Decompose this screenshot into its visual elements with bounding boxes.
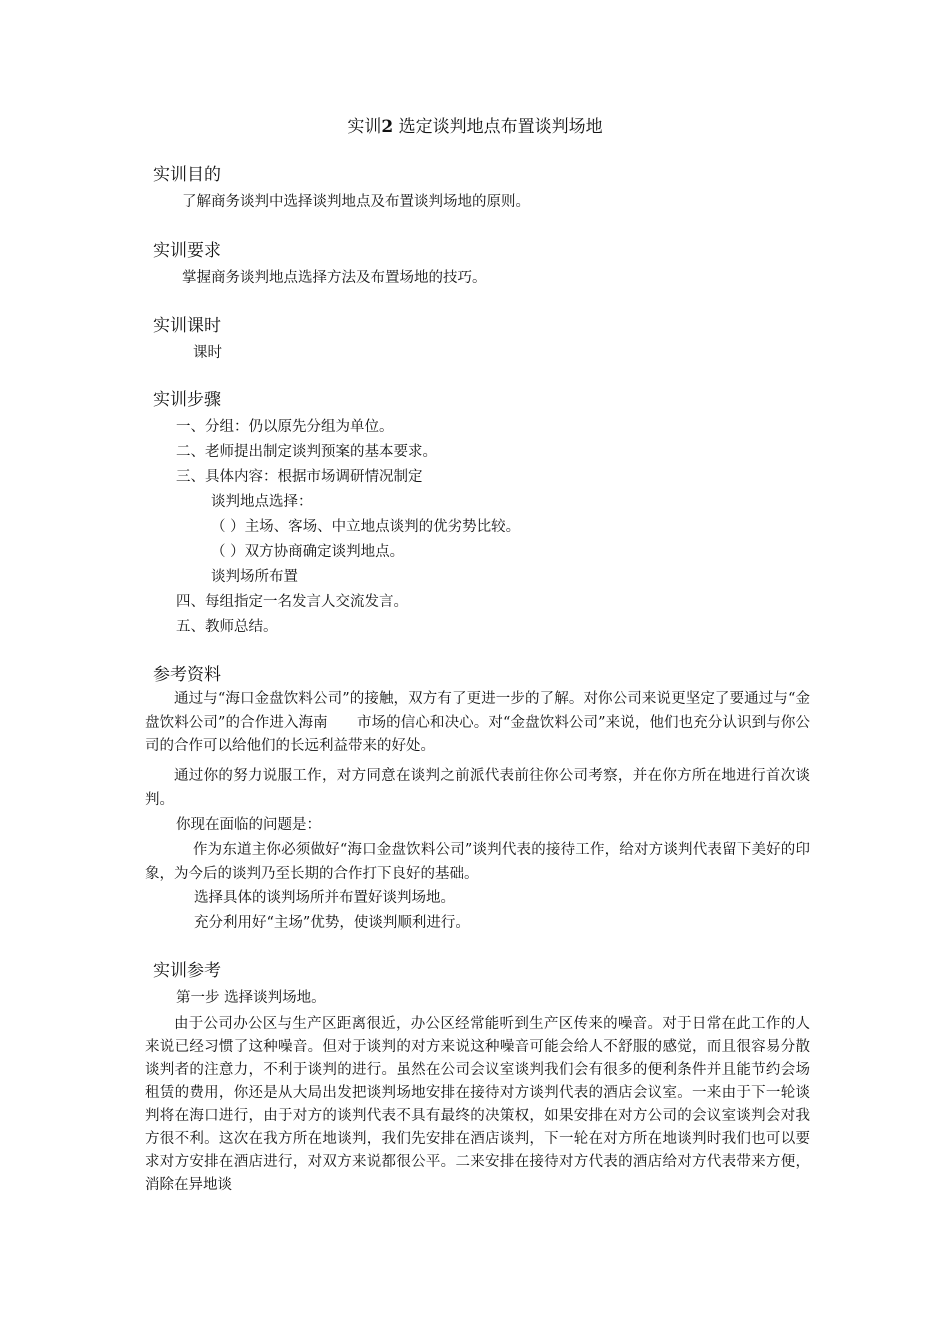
reference-paragraph-3: 你现在面临的问题是： bbox=[176, 817, 321, 833]
step-subitem: 谈判地点选择： bbox=[211, 494, 313, 510]
heading-reference: 参考资料 bbox=[153, 665, 221, 685]
step-item: 四、每组指定一名发言人交流发言。 bbox=[176, 594, 408, 610]
step-subitem: 谈判场所布置 bbox=[211, 569, 298, 585]
practice-paragraph-1: 由于公司办公区与生产区距离很近，办公区经常能听到生产区传来的噪音。对于日常在此工作的人来说已经习惯了这种噪音。但对于谈判的对方来说这种噪音可能会给人不舒服的感觉，而且很容易分散谈判者的注意力，不利于谈判的进行。虽然在公司会议室谈判我们会有很多的便利条件并且能节约会场租赁的费用，你还是从大局出发把谈判场地安排在接待对方谈判代表的酒店会议室。一来由于下一轮谈判将在海口进行，由于对方的谈判代表不具有最终的决策权，如果安排在对方公司的会议室谈判会对我方很不利。这次在我方所在地谈判，我们先安排在酒店谈判，下一轮在对方所在地谈判时我们也可以要求对方安排在酒店进行，对双方来说都很公平。二来安排在接待对方代表的酒店给对方代表带来方便，消除在异地谈 bbox=[145, 1016, 810, 1193]
title-number: 2 bbox=[381, 117, 394, 137]
practice-step-1: 第一步 选择谈判场地。 bbox=[176, 990, 326, 1006]
step-item: 二、老师提出制定谈判预案的基本要求。 bbox=[176, 444, 437, 460]
reference-paragraph-4: 作为东道主你必须做好“海口金盘饮料公司”谈判代表的接待工作，给对方谈判代表留下美好的印象，为今后的谈判乃至长期的合作打下良好的基础。 bbox=[145, 842, 810, 882]
reference-paragraph-2: 通过你的努力说服工作，对方同意在谈判之前派代表前往你公司考察，并在你方所在地进行首次谈判。 bbox=[145, 768, 810, 808]
heading-hours: 实训课时 bbox=[153, 316, 221, 336]
requirement-text: 掌握商务谈判地点选择方法及布置场地的技巧。 bbox=[182, 270, 487, 286]
reference-paragraph-6: 充分利用好“主场”优势，使谈判顺利进行。 bbox=[194, 915, 470, 931]
step-item: 三、具体内容：根据市场调研情况制定 bbox=[176, 469, 423, 485]
reference-paragraph-5: 选择具体的谈判场所并布置好谈判场地。 bbox=[194, 890, 455, 906]
step-item: 五、教师总结。 bbox=[176, 619, 278, 635]
page-title bbox=[0, 116, 950, 138]
step-subitem: （ ）主场、客场、中立地点谈判的优劣势比较。 bbox=[211, 519, 521, 535]
heading-requirement: 实训要求 bbox=[153, 241, 221, 261]
purpose-text: 了解商务谈判中选择谈判地点及布置谈判场地的原则。 bbox=[182, 194, 530, 210]
reference-paragraph-1: 通过与“海口金盘饮料公司”的接触，双方有了更进一步的了解。对你公司来说更坚定了要通过与“金盘饮料公司”的合作进入海南 市场的信心和决心。对“金盘饮料公司”来说，他们也充分认识到与你公司的合作可以给他们的长远利益带来的好处。 bbox=[145, 691, 810, 754]
step-subitem: （ ）双方协商确定谈判地点。 bbox=[211, 544, 405, 560]
heading-practice: 实训参考 bbox=[153, 961, 221, 981]
heading-purpose: 实训目的 bbox=[153, 165, 221, 185]
heading-steps: 实训步骤 bbox=[153, 390, 221, 410]
title-text: 选定谈判地点布置谈判场地 bbox=[398, 117, 603, 137]
hours-text: 课时 bbox=[193, 345, 222, 361]
title-prefix: 实训 bbox=[347, 117, 382, 137]
step-item: 一、分组：仍以原先分组为单位。 bbox=[176, 419, 394, 435]
